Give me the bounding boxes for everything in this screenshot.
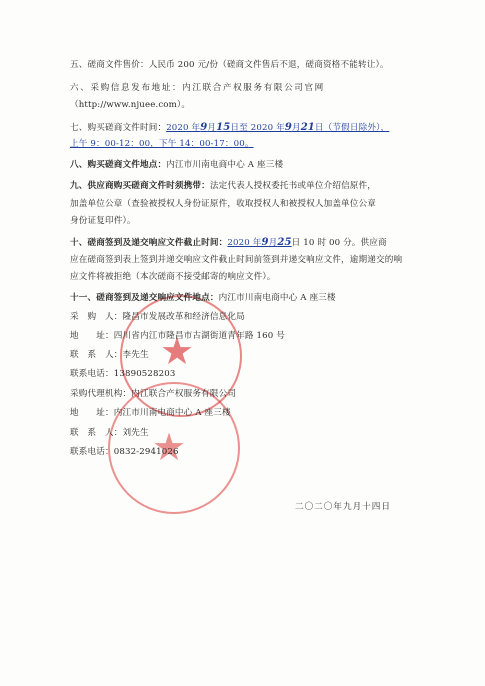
doc-line-purchaser-phone: 联系电话：13890528203	[70, 369, 176, 379]
star-icon: ★	[160, 329, 195, 373]
doc-line-required-items	[70, 181, 376, 192]
doc-line-purchase-hours: 上午 9：00-12：00，下午 14：00-17：00。	[70, 139, 254, 149]
doc-line-publish-address: 六、采购信息发布地址：内江联合产权服务有限公司官网	[70, 83, 325, 93]
doc-line-purchaser: 采 购 人：隆昌市发展改革和经济信息化局	[70, 312, 245, 322]
doc-line-purchaser-contact: 联 系 人：李先生	[70, 350, 149, 360]
star-icon: ★	[152, 425, 187, 469]
doc-line-agency-address: 地 址：内江市川南电商中心 A 座三楼	[70, 408, 231, 418]
doc-line-submit-place	[70, 293, 336, 304]
doc-line-required-items-3: 身份证复印件）。	[70, 216, 136, 226]
doc-line-agency-phone: 联系电话：0832-2941026	[70, 447, 179, 457]
doc-line-deadline-3: 应文件将被拒绝（本次磋商不接受邮寄的响应文件）。	[70, 272, 276, 282]
doc-line-website: （http://www.njuee.com）。	[70, 100, 191, 110]
required-items-value: 法定代表人授权委托书或单位介绍信原件，	[209, 181, 377, 191]
doc-line-price: 五、磋商文件售价：人民币 200 元/份（磋商文件售后不退，磋商资格不能转让）。	[70, 60, 389, 70]
doc-line-agency-contact: 联 系 人：刘先生	[70, 428, 149, 438]
submit-place-label: 十一、磋商签到及递交响应文件地点：	[70, 293, 219, 303]
purchase-place-value: 内江市川南电商中心 A 座三楼	[166, 160, 284, 170]
doc-line-purchase-time	[70, 122, 389, 134]
doc-line-purchase-place	[70, 160, 283, 171]
submit-place-value: 内江市川南电商中心 A 座三楼	[218, 293, 336, 303]
doc-line-agency: 采购代理机构：内江联合产权服务有限公司	[70, 389, 237, 399]
deadline-value: 2020 年9月25	[227, 237, 292, 248]
doc-date: 二〇二〇年九月十四日	[295, 502, 391, 512]
doc-line-required-items-2: 加盖单位公章（查验被授权人身份证原件，收取授权人和被授权人加盖单位公章	[70, 199, 377, 209]
doc-line-deadline-2: 应在磋商签到表上签到并递交响应文件截止时间前签到并递交响应文件，逾期递交的响	[70, 255, 403, 265]
purchase-time-value: 2020 年9月15日至 2020 年9月21日（节假日除外），	[166, 122, 390, 133]
deadline-label: 十、磋商签到及递交响应文件截止时间：	[70, 238, 228, 248]
doc-line-deadline: 十、磋商签到及递交响应文件截止时间：2020 年9月25日 10 时 00 分。供应商	[70, 237, 387, 248]
required-items-label: 九、供应商购买磋商文件时须携带：	[70, 181, 210, 191]
purchase-time-label: 七、购买磋商文件时间：	[70, 123, 167, 133]
doc-line-purchaser-address: 地 址：四川省内江市隆昌市古湖街道青年路 160 号	[70, 331, 285, 341]
purchase-place-label: 八、购买磋商文件地点：	[70, 160, 167, 170]
